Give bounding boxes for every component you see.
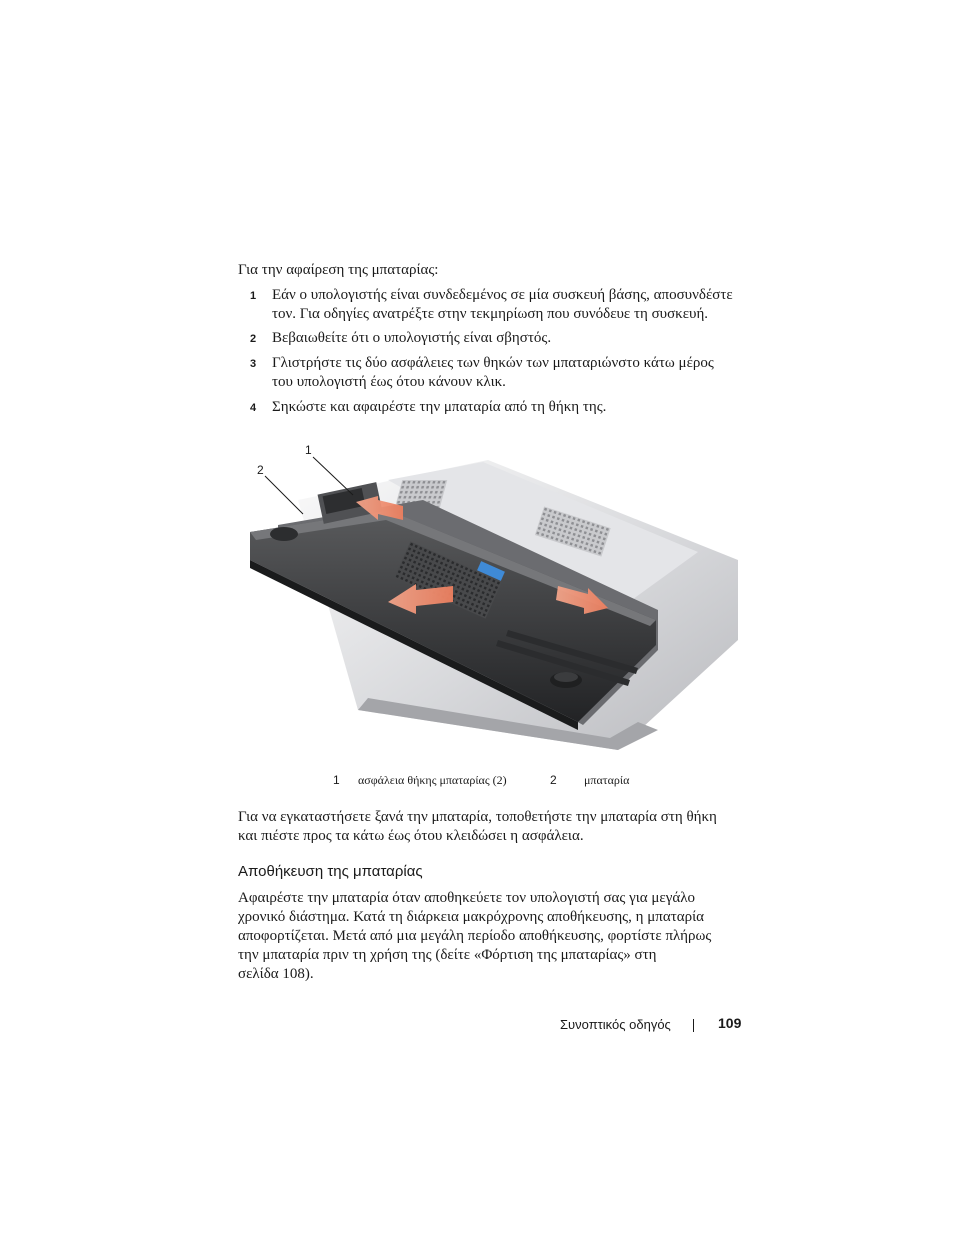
storage-paragraph: Αφαιρέστε την μπαταρία όταν αποθηκεύετε τον υπολογιστή σας για μεγάλο χρονικό διάστημα. Κατά τη διάρκεια μακρόχρονης αποθήκευσης, η μπαταρία αποφορτίζεται. Μετά από μια μεγάλη περίοδο αποθήκευσης, φορτίστε πλήρως την μπαταρία πριν τη χρήση της (δείτε «Φόρτιση της μπαταρίας» στη σελίδα 108). <box>238 890 712 982</box>
reinstall-paragraph: Για να εγκαταστήσετε ξανά την μπαταρία, τοποθετήστε την μπαταρία στη θήκη και πιέστε προς τα κάτω έως ότου κλειδώσει η ασφάλεια. <box>238 809 717 844</box>
step-number: 4 <box>250 402 257 414</box>
step-text: Γλιστρήστε τις δύο ασφάλειες των θηκών των μπαταριώνστο κάτω μέρος του υπολογιστή έως ότου κάνουν κλικ. <box>272 355 714 390</box>
step-number: 2 <box>250 333 257 345</box>
section-heading: Αποθήκευση της μπαταρίας <box>238 863 423 880</box>
step-text: Βεβαιωθείτε ότι ο υπολογιστής είναι σβηστός. <box>272 330 552 346</box>
legend-number: 2 <box>550 773 557 787</box>
footer-separator <box>693 1019 694 1032</box>
intro-text: Για την αφαίρεση της μπαταρίας: <box>238 262 439 278</box>
callout-label: 2 <box>257 463 264 477</box>
legend-number: 1 <box>333 773 340 787</box>
step-number: 1 <box>250 290 257 302</box>
callout-label: 1 <box>305 443 312 457</box>
footer-title: Συνοπτικός οδηγός <box>560 1017 671 1032</box>
step-number: 3 <box>250 358 257 370</box>
legend-label: ασφάλεια θήκης μπαταρίας (2) <box>358 773 507 787</box>
step-text: Εάν ο υπολογιστής είναι συνδεδεμένος σε μία συσκευή βάσης, αποσυνδέστε τον. Για οδηγίες ανατρέξτε στην τεκμηρίωση που συνόδευε τη συσκευή. <box>272 287 733 322</box>
step-text: Σηκώστε και αφαιρέστε την μπαταρία από τη θήκη της. <box>272 399 607 415</box>
page-number: 109 <box>718 1015 742 1031</box>
legend-label: μπαταρία <box>584 773 630 787</box>
battery-removal-illustration <box>238 440 738 760</box>
